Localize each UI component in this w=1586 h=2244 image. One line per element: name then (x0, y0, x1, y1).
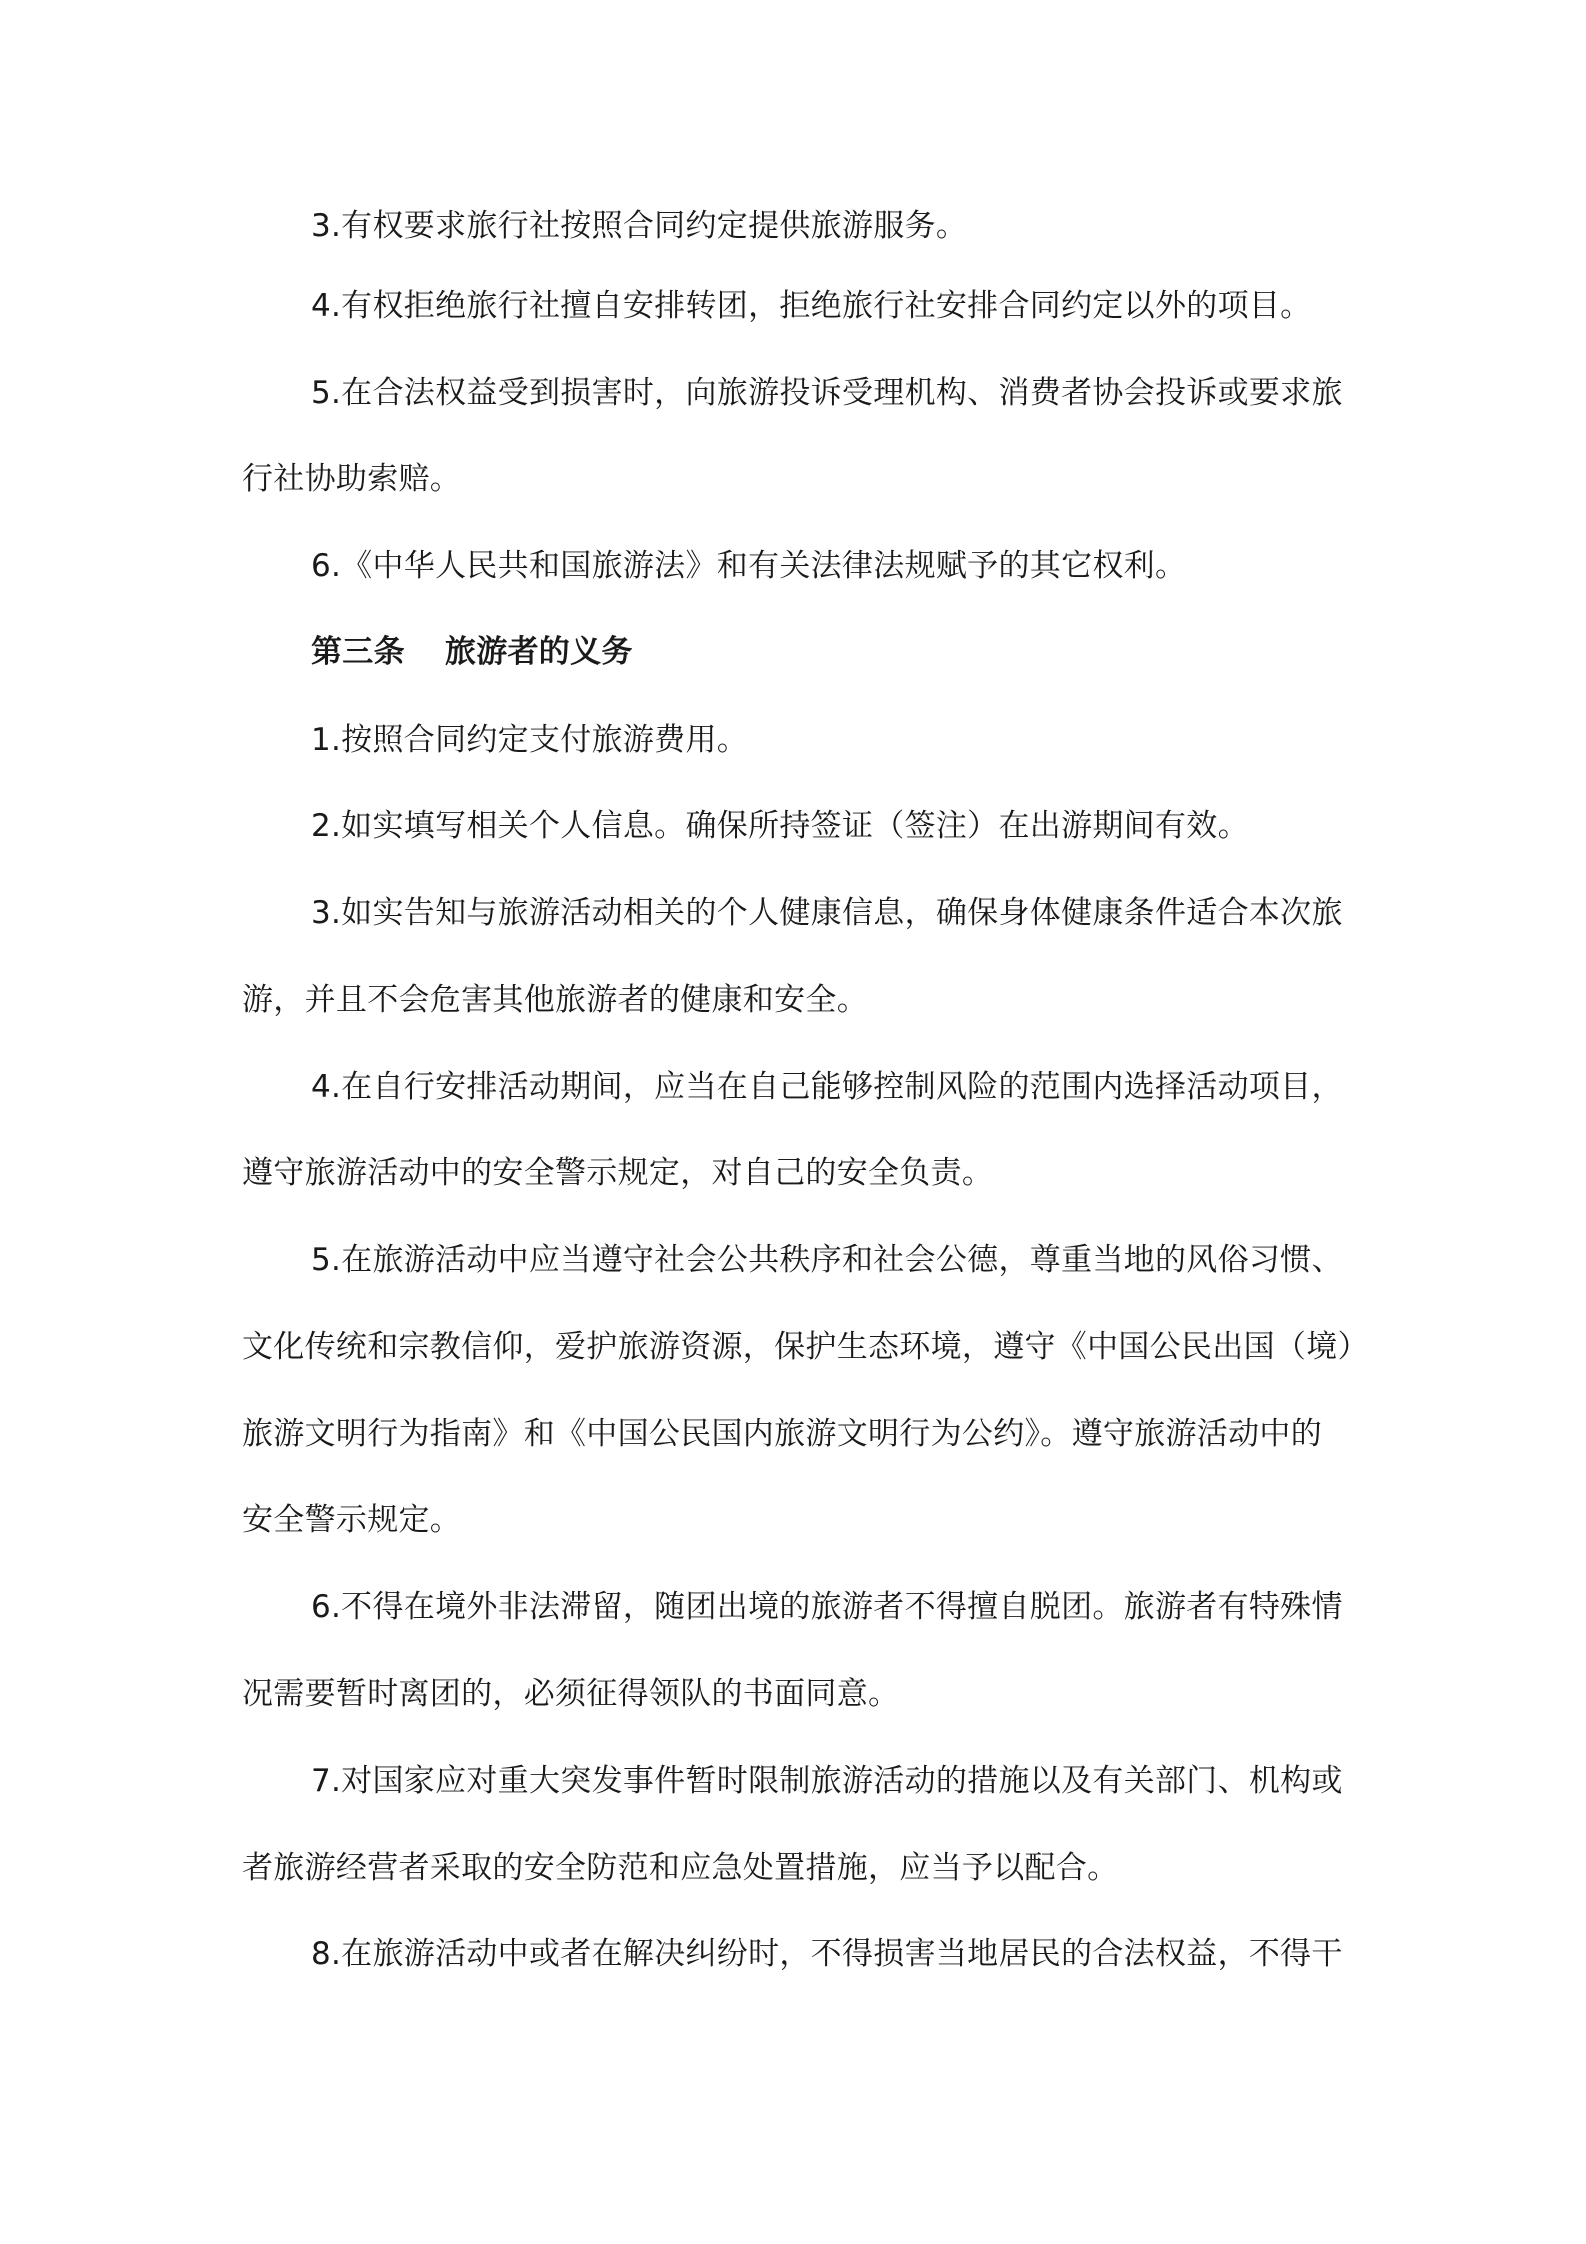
paragraph-line: 6.不得在境外非法滞留，随团出境的旅游者不得擅自脱团。旅游者有特殊情 (311, 1589, 1343, 1625)
paragraph-line: 旅游文明行为指南》和《中国公民国内旅游文明行为公约》。遵守旅游活动中的 (242, 1416, 1322, 1452)
paragraph-line: 3.有权要求旅行社按照合同约定提供旅游服务。 (311, 208, 968, 244)
paragraph-line: 况需要暂时离团的，必须征得领队的书面同意。 (242, 1676, 900, 1712)
paragraph-line: 4.有权拒绝旅行社擅自安排转团，拒绝旅行社安排合同约定以外的项目。 (311, 288, 1312, 324)
paragraph-line: 安全警示规定。 (242, 1502, 462, 1538)
paragraph-line: 6.《中华人民共和国旅游法》和有关法律法规赋予的其它权利。 (311, 548, 1187, 584)
heading-title: 旅游者的义务 (444, 634, 633, 670)
paragraph-line: 2.如实填写相关个人信息。确保所持签证（签注）在出游期间有效。 (311, 808, 1249, 844)
paragraph-line: 4.在自行安排活动期间，应当在自己能够控制风险的范围内选择活动项目， (311, 1069, 1343, 1105)
paragraph-line: 者旅游经营者采取的安全防范和应急处置措施，应当予以配合。 (242, 1850, 1119, 1886)
heading-article-number: 第三条 (311, 634, 405, 670)
paragraph-line: 行社协助索赔。 (242, 461, 462, 497)
paragraph-line: 文化传统和宗教信仰，爱护旅游资源，保护生态环境，遵守《中国公民出国（境） (242, 1329, 1369, 1365)
paragraph-line: 遵守旅游活动中的安全警示规定，对自己的安全负责。 (242, 1155, 994, 1191)
paragraph-line: 1.按照合同约定支付旅游费用。 (311, 722, 749, 758)
paragraph-line: 7.对国家应对重大突发事件暂时限制旅游活动的措施以及有关部门、机构或 (311, 1763, 1343, 1799)
section-heading (311, 630, 1431, 674)
paragraph-line: 5.在旅游活动中应当遵守社会公共秩序和社会公德，尊重当地的风俗习惯、 (311, 1242, 1343, 1278)
paragraph-line: 5.在合法权益受到损害时，向旅游投诉受理机构、消费者协会投诉或要求旅 (311, 375, 1343, 411)
paragraph-line: 8.在旅游活动中或者在解决纠纷时，不得损害当地居民的合法权益，不得干 (311, 1936, 1343, 1972)
paragraph-line: 3.如实告知与旅游活动相关的个人健康信息，确保身体健康条件适合本次旅 (311, 895, 1343, 931)
paragraph-line: 游，并且不会危害其他旅游者的健康和安全。 (242, 982, 868, 1018)
